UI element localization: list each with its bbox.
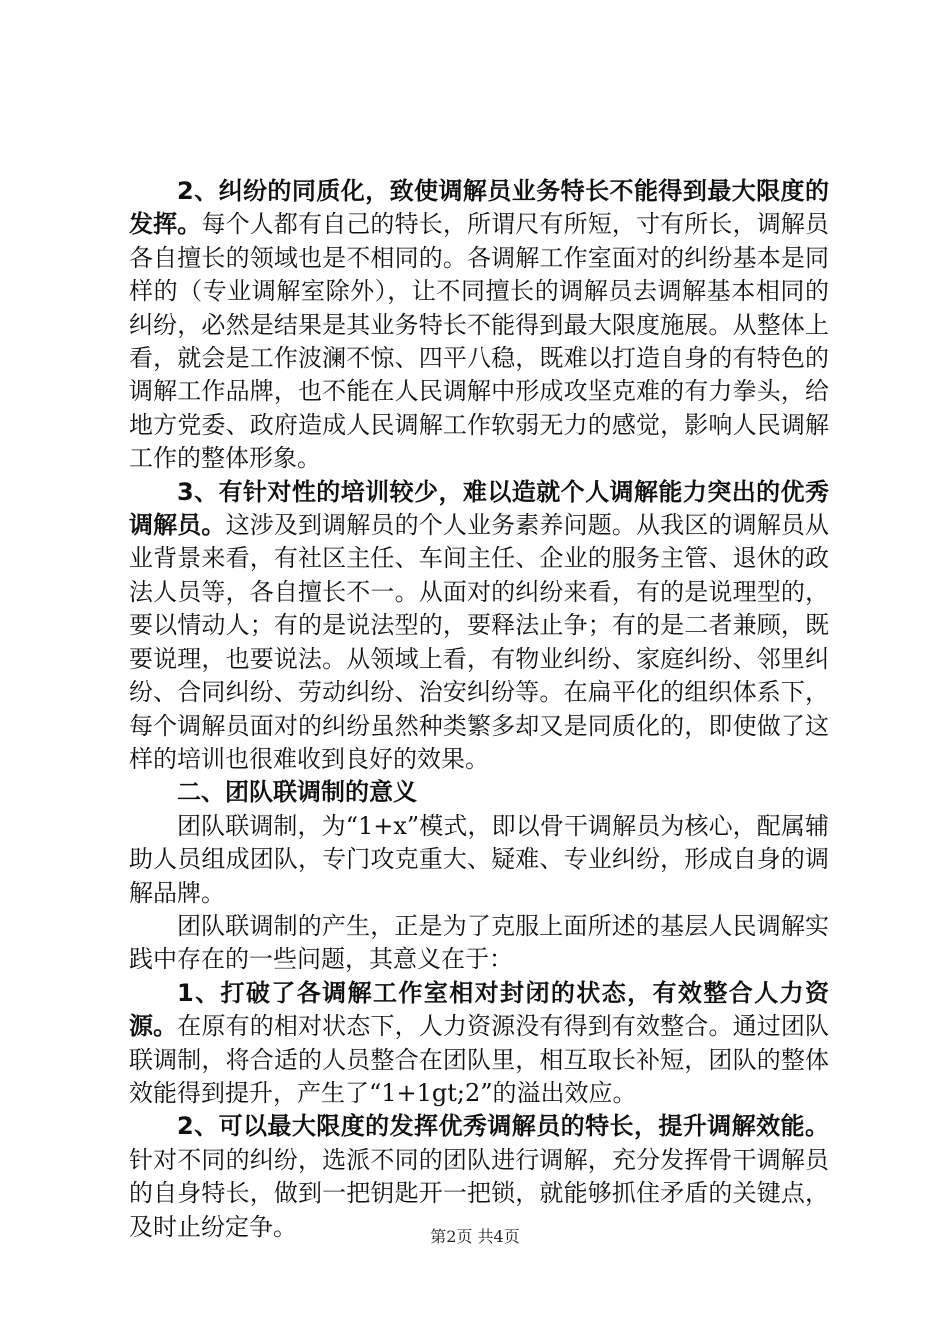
point-integration — [129, 977, 829, 1111]
paragraph-disputes-homogenization — [129, 175, 829, 476]
point-lead: 2、可以最大限度的发挥优秀调解员的特长，提升调解效能。 — [177, 1112, 829, 1141]
point-lead: 1、打破了各调解工作室相对封闭的状态，有效整合人力资源。 — [129, 978, 829, 1041]
paragraph-training — [129, 476, 829, 777]
paragraph-purpose: 团队联调制的产生，正是为了克服上面所述的基层人民调解实践中存在的一些问题，其意义在于： — [129, 911, 829, 974]
section-heading: 二、团队联调制的意义 — [177, 778, 417, 807]
paragraph-definition: 团队联调制，为“1+x”模式，即以骨干调解员为核心，配属辅助人员组成团队，专门攻克重大、疑难、专业纠纷，形成自身的调解品牌。 — [129, 811, 829, 907]
paragraph-lead: 3、有针对性的培训较少，难以造就个人调解能力突出的优秀调解员。 — [129, 477, 829, 540]
paragraph-lead: 2、纠纷的同质化，致使调解员业务特长不能得到最大限度的发挥。 — [129, 177, 829, 239]
paragraph-text: 每个人都有自己的特长，所谓尺有所短，寸有所长，调解员各自擅长的领域也是不相同的。各调解工作室面对的纠纷基本是同样的（专业调解室除外），让不同擅长的调解员去调解基本相同的纠纷，必然是结果是其业务特长不能得到最大限度施展。从整体上看，就会是工作波澜不惊、四平八稳，既难以打造自身的有特色的调解工作品牌，也不能在人民调解中形成攻坚克难的有力拳头，给地方党委、政府造成人民调解工作软弱无力的感觉，影响人民调解工作的整体形象。 — [129, 210, 830, 473]
point-text: 在原有的相对状态下，人力资源没有得到有效整合。通过团队联调制，将合适的人员整合在团队里，相互取长补短，团队的整体效能得到提升，产生了“1+1gt;2”的溢出效应。 — [129, 1012, 830, 1107]
page-footer: 第2页 共4页 — [430, 1227, 520, 1246]
paragraph-text: 这涉及到调解员的个人业务素养问题。从我区的调解员从业背景来看，有社区主任、车间主任、企业的服务主管、退休的政法人员等，各自擅长不一。从面对的纠纷来看，有的是说理型的，要以情动人；有的是说法型的，要释法止争；有的是二者兼顾，既要说理，也要说法。从领域上看，有物业纠纷、家庭纠纷、邻里纠纷、合同纠纷、劳动纠纷、治安纠纷等。在扁平化的组织体系下，每个调解员面对的纠纷虽然种类繁多却又是同质化的，即使做了这样的培训也很难收到良好的效果。 — [129, 511, 830, 773]
document-body — [129, 175, 829, 1244]
point-text: 针对不同的纠纷，选派不同的团队进行调解，充分发挥骨干调解员的自身特长，做到一把钥匙开一把锁，就能够抓住矛盾的关键点，及时止纷定争。 — [129, 1145, 829, 1241]
